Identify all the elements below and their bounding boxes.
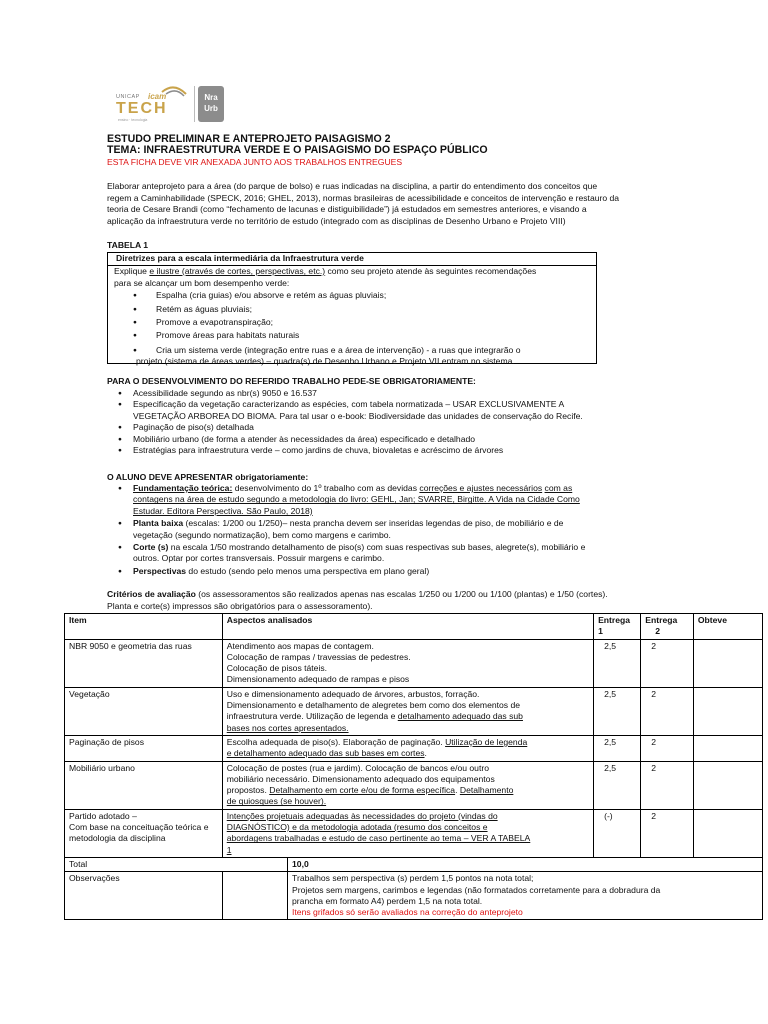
- tabela1-intro-part: Explique: [114, 266, 150, 276]
- row-entrega1: 2,5: [594, 687, 641, 735]
- row-entrega2: 2: [641, 809, 694, 857]
- page-subtitle: TEMA: INFRAESTRUTURA VERDE E O PAISAGISMO DO ESPAÇO PÚBLICO: [107, 144, 488, 156]
- tabela1-label: TABELA 1: [107, 240, 149, 250]
- aspect-part-underlined: e detalhamento adequado das sub bases em cortes: [226, 748, 425, 759]
- observation-line: prancha em formato A4) perdem 1,5 na nota total.: [292, 895, 483, 906]
- list-item: [107, 518, 763, 541]
- aspect-part: propostos.: [226, 785, 270, 796]
- list-item: ● Acessibilidade segundo as nbr(s) 9050 e 16.537: [107, 388, 763, 399]
- table-row: [65, 761, 763, 809]
- aspect-part: Escolha adequada de piso(s). Elaboração de paginação.: [226, 736, 446, 747]
- aspect-line: Colocação de rampas / travessias de pedestres.: [226, 651, 411, 662]
- tech-text: TECH: [116, 100, 168, 117]
- row-entrega1: 2,5: [594, 735, 641, 761]
- row-obteve: [693, 735, 762, 761]
- attachment-notice: ESTA FICHA DEVE VIR ANEXADA JUNTO AOS TRABALHOS ENTREGUES: [107, 157, 403, 167]
- col-header-entrega2-line: Entrega: [645, 615, 678, 625]
- row-entrega2: 2: [641, 639, 694, 687]
- row-entrega2: 2: [641, 761, 694, 809]
- grade-table: [64, 613, 763, 920]
- aspect-line: Colocação de postes (rua e jardim). Colocação de bancos e/ou outro: [226, 762, 489, 773]
- aspect-line: de quiosques (se houver).: [226, 796, 327, 807]
- table-row: [65, 735, 763, 761]
- observations-text: [288, 872, 763, 920]
- row-entrega2: 2: [641, 687, 694, 735]
- intro-line: teoria de Cesare Brandi (como “fechamento de lacunas e distiguibilidade”) já estudados em semestres anteriores, e visando a: [107, 204, 587, 215]
- table-header-row: [65, 614, 763, 640]
- aspect-line: Colocação de pisos táteis.: [226, 663, 328, 674]
- tabela1-header: Diretrizes para a escala intermediária da Infraestrutura verde: [108, 253, 596, 266]
- table-row: [65, 687, 763, 735]
- total-label: Total: [65, 857, 288, 871]
- list-item-line: projeto (sistema de áreas verdes) – quadra(s) de Desenho Urbano e Projeto VII entram no sistema.: [136, 356, 515, 367]
- aspect-line: 1: [226, 844, 232, 855]
- icam-text: icam: [148, 92, 167, 101]
- total-value: 10,0: [288, 857, 763, 871]
- row-aspects: [222, 735, 593, 761]
- seal-text: Nra Urb: [204, 93, 218, 113]
- intro-line: regem a Caminhabilidade (SPECK, 2016; GHEL, 2013), normas brasileiras de acessibilidade e conceitos de intervenção e restauro da: [107, 192, 620, 203]
- persp-text: do estudo (sendo pelo menos uma perspectiva em plano geral): [186, 565, 430, 576]
- row-entrega1: 2,5: [594, 639, 641, 687]
- tabela1-intro-underlined: e ilustre (através de cortes, perspectivas, etc.): [149, 266, 326, 276]
- tabela1-box: [107, 252, 597, 367]
- col-header-aspects: Aspectos analisados: [222, 614, 593, 640]
- corte-text: na escala 1/50 mostrando detalhamento de piso(s) com suas respectivas sub bases, alegrete(s), mobiliário e: [168, 542, 586, 553]
- row-aspects: [222, 761, 593, 809]
- table-observations-row: [65, 872, 763, 920]
- observation-red-line: Itens grifados só serão avaliados na correção do anteprojeto: [292, 907, 523, 918]
- aspect-part-underlined: Detalhamento em corte e/ou de forma específica: [269, 785, 456, 796]
- aspect-line: [227, 748, 589, 759]
- aspect-part: .: [455, 785, 460, 796]
- row-aspects: [222, 809, 593, 857]
- criteria-paragraph: [107, 589, 763, 612]
- aspect-part-underlined: Detalhamento: [459, 785, 514, 796]
- observation-line: Projetos sem margens, carimbos e legendas (não formatados corretamente para a dobradura da: [292, 884, 661, 895]
- aspect-line: bases nos cortes apresentados.: [226, 722, 349, 733]
- row-entrega1: (-): [594, 809, 641, 857]
- intro-line: aplicação da infraestrutura verde no território de estudo (integrado com as disciplinas de Desenho Urbano e Projeto VIII): [107, 215, 566, 226]
- intro-line: Elaborar anteprojeto para a área (do parque de bolso) e ruas indicadas na disciplina, a partir do entendimento dos conceitos que: [107, 181, 598, 191]
- fund-label: Fundamentação teórica:: [133, 483, 233, 493]
- row-item: [65, 809, 223, 857]
- list-item: ● Estratégias para infraestrutura verde – como jardins de chuva, biovaletas e acréscimo de árvores: [107, 445, 763, 456]
- aspect-line: Atendimento aos mapas de contagem.: [226, 640, 374, 651]
- observation-line: Trabalhos sem perspectiva (s) perdem 1,5 pontos na nota total;: [292, 873, 534, 884]
- aspect-part: .: [424, 748, 427, 759]
- unicap-text: UNICAP: [116, 94, 140, 100]
- planta-line: vegetação (segundo normatização), bem como margens e carimbo.: [133, 529, 391, 540]
- item-line: metodologia da disciplina: [69, 833, 166, 844]
- col-header-entrega2-line: 2: [655, 626, 661, 637]
- logo-area: [112, 84, 228, 124]
- list-item-line: Especificação da vegetação caracterizando as espécies, com tabela normatizada – USAR EXCLUSIVAMENTE A: [133, 399, 565, 410]
- criteria-label: Critérios de avaliação: [107, 589, 196, 599]
- row-entrega2: 2: [641, 735, 694, 761]
- aspect-line: abordagens trabalhadas e estudo de caso pertinente ao tema – VER A TABELA: [226, 833, 531, 844]
- table-row: [65, 809, 763, 857]
- aspect-line: Intenções projetuais adequadas às necessidades do projeto (vindas do: [226, 810, 498, 821]
- criteria-line: Planta e corte(s) impressos são obrigatórios para o assessoramento).: [107, 600, 373, 611]
- list-item: ● Espalha (cria guias) e/ou absorve e retém as águas pluviais;: [108, 290, 596, 301]
- list-item-line: VEGETAÇÃO ARBOREA DO BIOMA. Para tal usar o e-book: Biodiversidade das unidades de conservação do Recife.: [133, 410, 583, 421]
- tabela1-intro-part: como seu projeto atende às seguintes recomendações: [325, 266, 537, 276]
- list-item-line: Cria um sistema verde (integração entre ruas e a área de intervenção) - a ruas que integrarão o: [156, 344, 521, 355]
- row-obteve: [693, 761, 762, 809]
- requirements-heading: PARA O DESENVOLVIMENTO DO REFERIDO TRABALHO PEDE-SE OBRIGATORIAMENTE:: [107, 376, 476, 386]
- col-header-entrega2: [641, 614, 694, 640]
- fund-text-underlined: correções e ajustes necessários: [419, 483, 543, 493]
- tabela1-list: [108, 290, 596, 367]
- list-item: [108, 345, 596, 368]
- fund-text: desenvolvimento do 1º trabalho com as devidas: [232, 483, 420, 493]
- aspect-part: infraestrutura verde. Utilização de legenda e: [226, 711, 398, 722]
- nra-urb-seal-logo: [198, 86, 224, 122]
- student-heading: O ALUNO DEVE APRESENTAR obrigatoriamente:: [107, 472, 309, 482]
- page-title: ESTUDO PRELIMINAR E ANTEPROJETO PAISAGISMO 2: [107, 133, 391, 145]
- logo-divider: [194, 86, 195, 122]
- intro-paragraph: [107, 181, 763, 227]
- row-item: Mobiliário urbano: [65, 761, 223, 809]
- row-aspects: [222, 639, 593, 687]
- fund-line: contagens na área de estudo segundo a metodologia do livro: GEHL, Jan; SVARRE, Birgitte. A Vida na Cidade Como: [133, 494, 580, 505]
- row-aspects: [222, 687, 593, 735]
- item-line: Partido adotado –: [69, 810, 137, 821]
- item-line: Com base na conceituação teórica e: [69, 822, 209, 833]
- planta-text: (escalas: 1/200 ou 1/250)– nesta prancha devem ser inseridas legendas de piso, de mobiliário e de: [183, 518, 564, 529]
- list-item: [107, 399, 763, 422]
- list-item: ● Mobiliário urbano (de forma a atender às necessidades da área) especificado e detalhado: [107, 434, 763, 445]
- fund-line: Estudar. Editora Perspectiva. São Paulo, 2018): [133, 505, 313, 516]
- list-item: [107, 483, 763, 517]
- aspect-line: [227, 785, 589, 796]
- aspect-line: [227, 737, 589, 748]
- tech-subtext: ensino · tecnologia: [118, 118, 148, 122]
- row-entrega1: 2,5: [594, 761, 641, 809]
- row-item: Paginação de pisos: [65, 735, 223, 761]
- observations-empty: [222, 872, 287, 920]
- aspect-line: mobiliário necessário. Dimensionamento adequado dos equipamentos: [226, 773, 495, 784]
- corte-line: outros. Optar por cortes transversais. Possuir margens e carimbo.: [133, 553, 385, 564]
- list-item: [107, 566, 763, 577]
- list-item: [107, 542, 763, 565]
- col-header-entrega1: Entrega 1: [594, 614, 641, 640]
- row-obteve: [693, 687, 762, 735]
- table-row: [65, 639, 763, 687]
- requirements-list: [107, 388, 763, 456]
- tabela1-intro-line: para se alcançar um bom desempenho verde:: [114, 277, 290, 288]
- row-obteve: [693, 809, 762, 857]
- list-item: ● Promove a evapotranspiração;: [108, 317, 596, 328]
- aspect-line: Uso e dimensionamento adequado de árvores, arbustos, forração.: [226, 688, 480, 699]
- tabela1-intro: [108, 266, 596, 289]
- aspect-part-underlined: detalhamento adequado das sub: [397, 711, 523, 722]
- col-header-item: Item: [65, 614, 223, 640]
- list-item: ● Retém as águas pluviais;: [108, 304, 596, 315]
- aspect-line: DIAGNÓSTICO) e da metodologia adotada (resumo dos conceitos e: [226, 822, 488, 833]
- aspect-line: Dimensionamento e detalhamento de alegretes bem como dos elementos de: [226, 700, 521, 711]
- list-item: ● Paginação de piso(s) detalhada: [107, 422, 763, 433]
- observations-label: Observações: [65, 872, 223, 920]
- row-obteve: [693, 639, 762, 687]
- student-list: [107, 483, 763, 577]
- row-item: NBR 9050 e geometria das ruas: [65, 639, 223, 687]
- table-total-row: [65, 857, 763, 871]
- aspect-line: Dimensionamento adequado de rampas e pisos: [226, 674, 410, 685]
- criteria-text: (os assessoramentos são realizados apenas nas escalas 1/250 ou 1/200 ou 1/100 (plantas) e 1/50 (cortes).: [195, 589, 608, 599]
- col-header-obteve: Obteve: [693, 614, 762, 640]
- fund-text-underlined: com as: [544, 483, 573, 493]
- persp-label: Perspectivas: [133, 565, 187, 576]
- planta-label: Planta baixa: [133, 518, 184, 529]
- list-item: ● Promove áreas para habitats naturais: [108, 330, 596, 341]
- aspect-part-underlined: Utilização de legenda: [445, 736, 528, 747]
- corte-label: Corte (s): [133, 542, 169, 553]
- aspect-line: [227, 711, 589, 722]
- row-item: Vegetação: [65, 687, 223, 735]
